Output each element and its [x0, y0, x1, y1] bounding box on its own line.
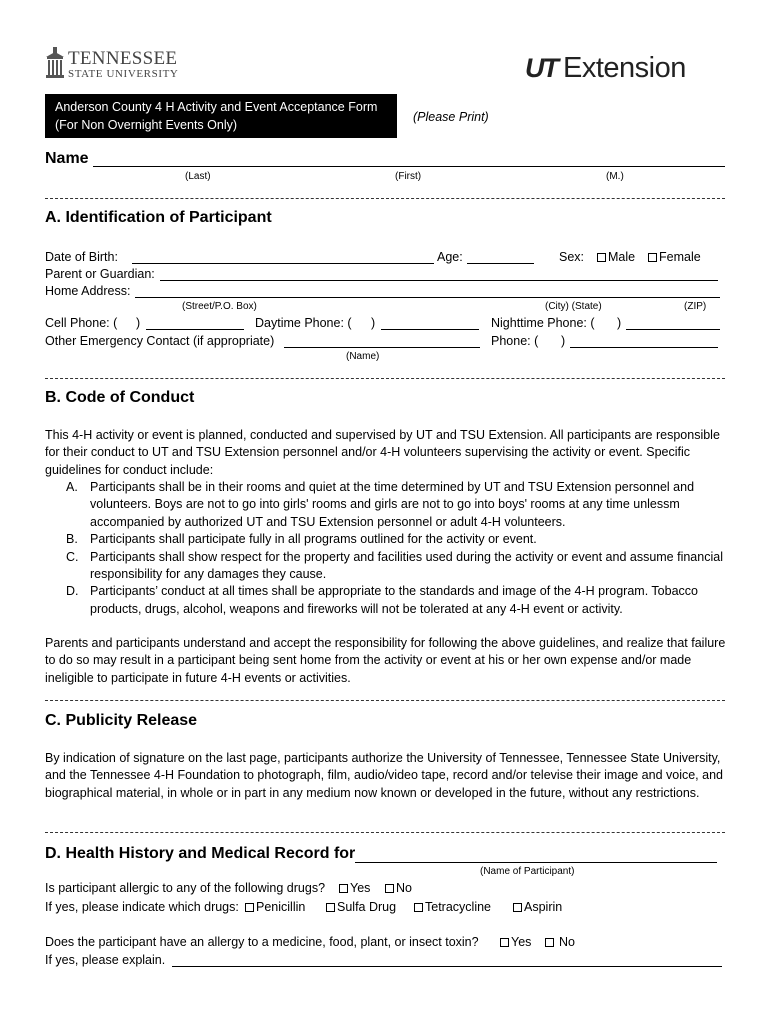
- tsu-logo-line1: TENNESSEE: [68, 48, 178, 69]
- drug-allergy-question: Is participant allergic to any of the following drugs?: [45, 881, 326, 895]
- sex-label: Sex:: [559, 250, 585, 264]
- male-checkbox[interactable]: [597, 253, 606, 262]
- drug-allergy-yes-option[interactable]: [339, 881, 370, 895]
- form-title-line1: Anderson County 4 H Activity and Event Acceptance Form: [55, 100, 378, 114]
- female-label: Female: [659, 250, 701, 264]
- cell-phone-paren: ): [136, 316, 141, 330]
- list-item-label: B.: [66, 532, 78, 547]
- no-checkbox[interactable]: [545, 938, 554, 947]
- ut-logo-word: Extension: [563, 52, 686, 84]
- general-allergy-no-option[interactable]: [545, 935, 575, 949]
- emergency-contact-input-line[interactable]: [284, 334, 480, 348]
- dob-input-line[interactable]: [132, 250, 434, 264]
- list-item-text: Participants’ conduct at all times shall be appropriate to the standards and image of the 4-H program. Tobacco products, drugs, alcohol, weapons and fireworks will not be tolerated at any 4-H event or activity.: [90, 584, 698, 616]
- drug-option-penicillin[interactable]: [245, 900, 305, 914]
- drug-option-sulfa[interactable]: [326, 900, 396, 914]
- allergy-explain-label: If yes, please explain.: [45, 953, 166, 967]
- general-allergy-question: Does the participant have an allergy to a medicine, food, plant, or insect toxin?: [45, 935, 479, 949]
- no-label: No: [559, 935, 575, 949]
- emergency-phone-input-line[interactable]: [570, 334, 718, 348]
- drug-label: Aspirin: [524, 900, 563, 914]
- code-of-conduct-intro: This 4-H activity or event is planned, conducted and supervised by UT and TSU Extension. All participants are responsible for their conduct to UT and TSU Extension personnel and/or 4-H volunteers supervising the activity or event. Specific guidelines for conduct include:: [45, 428, 720, 477]
- allergy-explain-input-line[interactable]: [172, 953, 722, 967]
- list-item: [66, 549, 736, 584]
- dob-label: Date of Birth:: [45, 250, 118, 264]
- penicillin-checkbox[interactable]: [245, 903, 254, 912]
- list-item-text: Participants shall participate fully in all programs outlined for the activity or event.: [90, 532, 537, 547]
- emergency-sub-name: (Name): [346, 351, 380, 362]
- tsu-building-icon: [44, 47, 66, 79]
- list-item-text: Participants shall show respect for the property and facilities used during the activity or event and assume financial responsibility for any damages they cause.: [90, 549, 723, 582]
- divider: [45, 832, 725, 833]
- drug-followup-label: If yes, please indicate which drugs:: [45, 900, 239, 914]
- nighttime-phone-paren: ): [617, 316, 622, 330]
- tsu-logo-line2: STATE UNIVERSITY: [68, 68, 179, 80]
- section-c-heading: C. Publicity Release: [45, 712, 198, 729]
- list-item: [66, 479, 736, 531]
- female-checkbox[interactable]: [648, 253, 657, 262]
- please-print-note: (Please Print): [413, 110, 489, 124]
- emergency-contact-label: Other Emergency Contact (if appropriate): [45, 334, 275, 348]
- no-label: No: [396, 881, 412, 895]
- participant-name-input-line[interactable]: [355, 848, 717, 863]
- divider: [45, 700, 725, 701]
- general-allergy-yes-option[interactable]: [500, 935, 531, 949]
- drug-label: Tetracycline: [425, 900, 491, 914]
- name-sub-middle: (M.): [606, 171, 624, 182]
- sulfa-drug-checkbox[interactable]: [326, 903, 335, 912]
- yes-checkbox[interactable]: [339, 884, 348, 893]
- form-title-line2: (For Non Overnight Events Only): [55, 118, 238, 132]
- name-input-line[interactable]: [93, 153, 725, 167]
- daytime-phone-label: Daytime Phone: (: [255, 316, 352, 330]
- drug-allergy-no-option[interactable]: [385, 881, 412, 895]
- parent-label: Parent or Guardian:: [45, 267, 155, 281]
- address-sub-street: (Street/P.O. Box): [182, 301, 257, 312]
- list-item-label: C.: [66, 549, 79, 564]
- address-sub-zip: (ZIP): [684, 301, 707, 312]
- daytime-phone-input-line[interactable]: [381, 316, 479, 330]
- cell-phone-label: Cell Phone: (: [45, 316, 118, 330]
- list-item-text: Participants shall be in their rooms and quiet at the time determined by UT and TSU Extension personnel and volunteers. Boys are not to go into girls' rooms and girls are not to go into boys' rooms at any time unlessm accompanied by authorized UT and TSU Extension personnel or adult 4-H volunteers.: [90, 480, 695, 529]
- code-of-conduct-closing: Parents and participants understand and accept the responsibility for following the above guidelines, and realize that failure to do so may result in a participant being sent home from the activity or event at his or her own expense and/or made ineligible to participate in future 4-H events or activities.: [45, 636, 726, 685]
- age-input-line[interactable]: [467, 250, 534, 264]
- daytime-phone-paren: ): [371, 316, 376, 330]
- name-sub-last: (Last): [185, 171, 211, 182]
- list-item-label: D.: [66, 584, 79, 599]
- drug-option-tetracycline[interactable]: [414, 900, 491, 914]
- cell-phone-input-line[interactable]: [146, 316, 244, 330]
- publicity-release-text: By indication of signature on the last page, participants authorize the University of Tennessee, Tennessee State University, and the Tennessee 4-H Foundation to photograph, film, audio/video tape, record and/or televise their image and voice, and biographical material, in whole or in part in any medium now known or developed in the future, without any restrictions.: [45, 751, 723, 800]
- address-input-line[interactable]: [135, 284, 720, 298]
- nighttime-phone-input-line[interactable]: [626, 316, 720, 330]
- male-label: Male: [608, 250, 636, 264]
- address-sub-city-state: (City) (State): [545, 301, 602, 312]
- address-label: Home Address:: [45, 284, 131, 298]
- section-a-heading: A. Identification of Participant: [45, 209, 272, 226]
- conduct-guidelines-list: [66, 479, 736, 618]
- sex-female-option[interactable]: [648, 250, 701, 264]
- list-item: [66, 583, 736, 618]
- yes-label: Yes: [511, 935, 532, 949]
- divider: [45, 378, 725, 379]
- emergency-phone-label: Phone: (: [491, 334, 539, 348]
- parent-input-line[interactable]: [160, 267, 718, 281]
- list-item-label: A.: [66, 480, 78, 494]
- nighttime-phone-label: Nighttime Phone: (: [491, 316, 595, 330]
- no-checkbox[interactable]: [385, 884, 394, 893]
- yes-checkbox[interactable]: [500, 938, 509, 947]
- name-label: Name: [45, 150, 89, 167]
- section-d-heading: D. Health History and Medical Record for: [45, 845, 356, 862]
- tetracycline-checkbox[interactable]: [414, 903, 423, 912]
- tsu-logo: [44, 47, 179, 81]
- yes-label: Yes: [350, 881, 371, 895]
- age-label: Age:: [437, 250, 463, 264]
- name-sub-first: (First): [395, 171, 422, 182]
- divider: [45, 198, 725, 199]
- ut-extension-logo: [525, 52, 686, 84]
- aspirin-checkbox[interactable]: [513, 903, 522, 912]
- form-title-box: [45, 94, 397, 138]
- section-b-heading: B. Code of Conduct: [45, 389, 195, 406]
- list-item: [66, 531, 736, 548]
- drug-label: Penicillin: [256, 900, 306, 914]
- emergency-phone-paren: ): [561, 334, 566, 348]
- drug-label: Sulfa Drug: [337, 900, 397, 914]
- sex-male-option[interactable]: [597, 250, 635, 264]
- drug-option-aspirin[interactable]: [513, 900, 562, 914]
- participant-name-sub: (Name of Participant): [480, 866, 575, 877]
- ut-logo-mark: UT: [525, 53, 557, 83]
